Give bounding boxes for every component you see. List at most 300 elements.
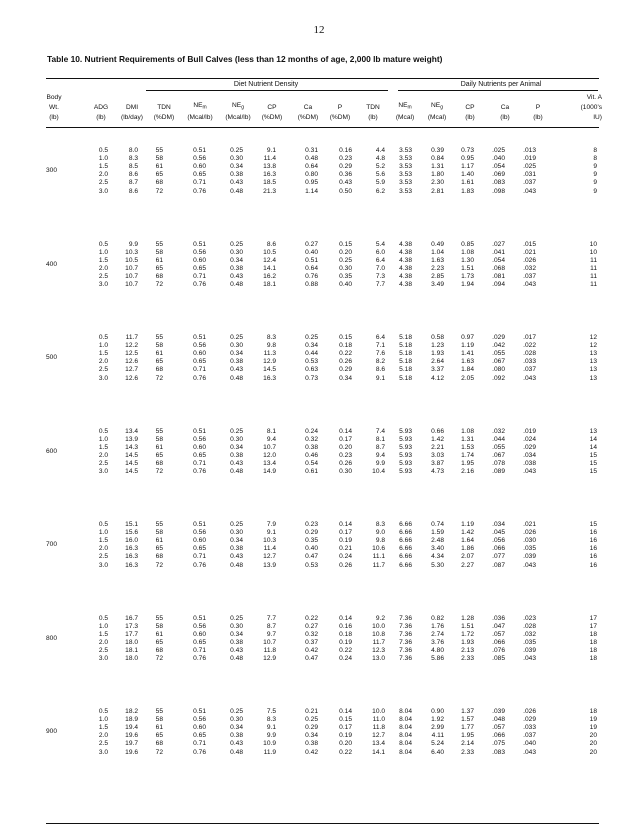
cell-adg: 2.0 xyxy=(98,451,108,459)
cell-adg: 2.0 xyxy=(98,638,108,646)
cell-adg: 1.0 xyxy=(98,622,108,630)
cell-tdn-lb: 6.2 xyxy=(375,187,385,195)
cell-neg-density: 0.30 xyxy=(230,248,243,256)
cell-nem-mcal: 7.36 xyxy=(399,646,412,654)
cell-nem-mcal: 7.36 xyxy=(399,655,412,662)
header-neg-daily-unit: (Mcal) xyxy=(427,114,447,121)
cell-p-lb: .035 xyxy=(523,638,536,646)
cell-tdn-pct: 55 xyxy=(155,147,163,154)
cell-nem-mcal: 8.04 xyxy=(399,748,412,756)
cell-ca-pct: 0.80 xyxy=(305,171,318,179)
cell-ca-pct: 0.88 xyxy=(305,281,318,288)
cell-p-lb: .019 xyxy=(523,155,536,163)
cell-neg-density: 0.25 xyxy=(230,147,243,154)
cell-neg-mcal: 3.40 xyxy=(431,545,444,553)
cell-nem-density: 0.56 xyxy=(193,342,206,350)
header-ca: Ca xyxy=(303,104,313,111)
cell-dmi: 10.7 xyxy=(125,272,138,280)
cell-tdn-pct: 72 xyxy=(155,655,163,662)
cell-nem-mcal: 5.93 xyxy=(399,427,412,435)
cell-tdn-lb: 5.2 xyxy=(375,163,385,171)
cell-neg-mcal: 1.59 xyxy=(431,529,444,537)
cell-ca-pct: 0.32 xyxy=(305,630,318,638)
cell-ca-pct: 0.35 xyxy=(305,537,318,545)
cell-vit-a: 14 xyxy=(589,443,597,451)
cell-ca-pct: 0.54 xyxy=(305,459,318,467)
cell-ca-lb: .083 xyxy=(492,748,505,756)
body-weight-label: 900 xyxy=(46,728,58,736)
cell-tdn-lb: 10.4 xyxy=(372,468,385,475)
cell-tdn-pct: 65 xyxy=(155,732,163,740)
cell-cp-pct: 8.6 xyxy=(266,240,276,248)
cell-ca-pct: 0.38 xyxy=(305,740,318,748)
cell-nem-mcal: 4.38 xyxy=(399,272,412,280)
cell-ca-pct: 0.27 xyxy=(305,240,318,248)
cell-cp-pct: 9.9 xyxy=(266,732,276,740)
cell-neg-density: 0.38 xyxy=(230,358,243,366)
cell-ca-lb: .057 xyxy=(492,724,505,732)
cell-tdn-pct: 72 xyxy=(155,561,163,569)
cell-adg: 1.0 xyxy=(98,248,108,256)
header-p: P xyxy=(337,104,343,111)
cell-adg: 3.0 xyxy=(98,748,108,756)
cell-ca-lb: .092 xyxy=(492,374,505,382)
cell-ca-pct: 0.22 xyxy=(305,614,318,622)
cell-p-pct: 0.20 xyxy=(339,443,352,451)
cell-neg-mcal: 5.86 xyxy=(431,655,444,662)
cell-cp-pct: 8.3 xyxy=(266,716,276,724)
cell-tdn-lb: 12.3 xyxy=(372,646,385,654)
cell-nem-mcal: 5.93 xyxy=(399,435,412,443)
cell-nem-density: 0.51 xyxy=(193,521,206,528)
cell-cp-lb: 1.61 xyxy=(461,179,474,187)
cell-cp-lb: 2.16 xyxy=(461,468,474,475)
header-tdn-daily-unit: (lb) xyxy=(368,114,378,121)
cell-p-pct: 0.15 xyxy=(339,240,352,248)
cell-cp-pct: 14.9 xyxy=(263,468,276,475)
cell-nem-mcal: 5.18 xyxy=(399,350,412,358)
cell-p-lb: .013 xyxy=(523,147,536,154)
cell-cp-pct: 14.5 xyxy=(263,366,276,374)
cell-vit-a: 15 xyxy=(589,451,597,459)
cell-cp-lb: 0.73 xyxy=(461,147,474,154)
cell-nem-density: 0.60 xyxy=(193,443,206,451)
cell-nem-density: 0.65 xyxy=(193,358,206,366)
cell-ca-lb: .067 xyxy=(492,358,505,366)
cell-neg-mcal: 5.24 xyxy=(431,740,444,748)
cell-tdn-lb: 9.2 xyxy=(375,614,385,622)
cell-p-pct: 0.23 xyxy=(339,451,352,459)
cell-tdn-pct: 58 xyxy=(155,435,163,443)
cell-vit-a: 8 xyxy=(593,147,597,154)
cell-dmi: 12.7 xyxy=(125,366,138,374)
cell-cp-pct: 7.7 xyxy=(266,614,276,622)
cell-adg: 2.0 xyxy=(98,732,108,740)
cell-p-lb: .029 xyxy=(523,443,536,451)
cell-cp-lb: 1.19 xyxy=(461,342,474,350)
cell-p-pct: 0.20 xyxy=(339,740,352,748)
cell-dmi: 17.7 xyxy=(125,630,138,638)
cell-dmi: 12.6 xyxy=(125,374,138,382)
cell-ca-lb: .034 xyxy=(492,521,505,528)
cell-dmi: 10.7 xyxy=(125,281,138,288)
bottom-rule xyxy=(46,823,599,824)
cell-tdn-lb: 6.4 xyxy=(375,334,385,341)
cell-nem-mcal: 3.53 xyxy=(399,155,412,163)
header-adg-unit: (lb) xyxy=(96,114,106,121)
cell-ca-pct: 0.53 xyxy=(305,358,318,366)
cell-neg-mcal: 1.92 xyxy=(431,716,444,724)
cell-cp-pct: 11.8 xyxy=(263,646,276,654)
cell-ca-lb: .054 xyxy=(492,163,505,171)
cell-ca-lb: .025 xyxy=(492,147,505,154)
cell-nem-density: 0.60 xyxy=(193,163,206,171)
cell-neg-density: 0.30 xyxy=(230,155,243,163)
cell-p-pct: 0.23 xyxy=(339,155,352,163)
cell-adg: 1.5 xyxy=(98,350,108,358)
cell-nem-mcal: 7.36 xyxy=(399,638,412,646)
cell-nem-mcal: 5.93 xyxy=(399,443,412,451)
cell-nem-mcal: 7.36 xyxy=(399,630,412,638)
header-p-daily: P xyxy=(535,104,541,111)
cell-neg-mcal: 0.74 xyxy=(431,521,444,528)
cell-adg: 2.5 xyxy=(98,179,108,187)
cell-vit-a: 10 xyxy=(589,240,597,248)
cell-dmi: 12.2 xyxy=(125,342,138,350)
cell-cp-lb: 1.94 xyxy=(461,281,474,288)
cell-ca-lb: .055 xyxy=(492,350,505,358)
cell-adg: 0.5 xyxy=(98,708,108,715)
cell-vit-a: 16 xyxy=(589,545,597,553)
cell-cp-lb: 2.05 xyxy=(461,374,474,382)
cell-ca-lb: .080 xyxy=(492,366,505,374)
cell-neg-density: 0.43 xyxy=(230,646,243,654)
cell-nem-density: 0.65 xyxy=(193,451,206,459)
header-body: Body xyxy=(46,94,62,101)
cell-cp-pct: 11.3 xyxy=(263,350,276,358)
cell-tdn-pct: 55 xyxy=(155,708,163,715)
cell-ca-lb: .087 xyxy=(492,561,505,569)
cell-p-pct: 0.29 xyxy=(339,366,352,374)
cell-vit-a: 18 xyxy=(589,708,597,715)
cell-tdn-lb: 5.4 xyxy=(375,240,385,248)
cell-dmi: 18.1 xyxy=(125,646,138,654)
cell-ca-lb: .040 xyxy=(492,155,505,163)
cell-cp-pct: 10.9 xyxy=(263,740,276,748)
cell-tdn-lb: 8.1 xyxy=(375,435,385,443)
cell-neg-density: 0.43 xyxy=(230,179,243,187)
cell-dmi: 14.5 xyxy=(125,459,138,467)
cell-cp-lb: 1.74 xyxy=(461,451,474,459)
cell-neg-density: 0.25 xyxy=(230,240,243,248)
cell-nem-density: 0.65 xyxy=(193,732,206,740)
cell-tdn-pct: 65 xyxy=(155,358,163,366)
header-tdn: TDN xyxy=(157,104,171,111)
body-weight-label: 700 xyxy=(46,541,58,549)
cell-ca-pct: 0.37 xyxy=(305,638,318,646)
cell-p-pct: 0.26 xyxy=(339,459,352,467)
cell-neg-density: 0.48 xyxy=(230,187,243,195)
cell-ca-lb: .036 xyxy=(492,614,505,622)
cell-tdn-lb: 10.6 xyxy=(372,545,385,553)
cell-cp-lb: 1.41 xyxy=(461,350,474,358)
cell-nem-density: 0.71 xyxy=(193,459,206,467)
cell-p-lb: .033 xyxy=(523,358,536,366)
cell-ca-pct: 0.40 xyxy=(305,248,318,256)
cell-tdn-pct: 55 xyxy=(155,521,163,528)
cell-tdn-lb: 11.1 xyxy=(372,553,385,561)
cell-dmi: 15.1 xyxy=(125,521,138,528)
cell-ca-pct: 0.34 xyxy=(305,342,318,350)
header-ne-text: NE xyxy=(193,102,203,109)
cell-nem-mcal: 7.36 xyxy=(399,614,412,622)
cell-tdn-lb: 10.0 xyxy=(372,622,385,630)
cell-p-pct: 0.17 xyxy=(339,529,352,537)
cell-dmi: 16.3 xyxy=(125,561,138,569)
cell-p-lb: .015 xyxy=(523,240,536,248)
cell-ca-lb: .041 xyxy=(492,248,505,256)
header-dmi: DMI xyxy=(125,104,139,111)
cell-neg-density: 0.30 xyxy=(230,622,243,630)
cell-p-lb: .017 xyxy=(523,334,536,341)
cell-nem-density: 0.60 xyxy=(193,537,206,545)
cell-tdn-pct: 61 xyxy=(155,163,163,171)
cell-cp-lb: 2.33 xyxy=(461,748,474,756)
cell-ca-pct: 0.34 xyxy=(305,732,318,740)
cell-cp-pct: 9.7 xyxy=(266,630,276,638)
cell-tdn-lb: 7.7 xyxy=(375,281,385,288)
cell-neg-mcal: 1.76 xyxy=(431,622,444,630)
cell-neg-mcal: 3.87 xyxy=(431,459,444,467)
cell-p-pct: 0.21 xyxy=(339,545,352,553)
cell-adg: 3.0 xyxy=(98,187,108,195)
cell-p-pct: 0.17 xyxy=(339,435,352,443)
cell-ca-lb: .056 xyxy=(492,537,505,545)
body-weight-label: 300 xyxy=(46,167,58,175)
cell-nem-mcal: 6.66 xyxy=(399,553,412,561)
cell-cp-pct: 10.7 xyxy=(263,443,276,451)
cell-ca-lb: .098 xyxy=(492,187,505,195)
body-weight-label: 600 xyxy=(46,447,58,455)
cell-neg-mcal: 4.80 xyxy=(431,646,444,654)
cell-tdn-pct: 68 xyxy=(155,740,163,748)
cell-neg-mcal: 0.49 xyxy=(431,240,444,248)
cell-neg-mcal: 3.49 xyxy=(431,281,444,288)
cell-ca-pct: 0.42 xyxy=(305,748,318,756)
cell-neg-density: 0.43 xyxy=(230,459,243,467)
cell-tdn-lb: 9.0 xyxy=(375,529,385,537)
cell-ca-lb: .039 xyxy=(492,708,505,715)
cell-cp-pct: 11.4 xyxy=(263,155,276,163)
cell-vit-a: 13 xyxy=(589,358,597,366)
cell-nem-density: 0.56 xyxy=(193,435,206,443)
cell-tdn-lb: 5.9 xyxy=(375,179,385,187)
cell-nem-density: 0.71 xyxy=(193,646,206,654)
cell-p-lb: .023 xyxy=(523,614,536,622)
header-lb: (lb) xyxy=(49,114,59,121)
cell-adg: 3.0 xyxy=(98,655,108,662)
cell-neg-mcal: 1.04 xyxy=(431,248,444,256)
cell-p-lb: .031 xyxy=(523,171,536,179)
cell-cp-lb: 1.95 xyxy=(461,732,474,740)
cell-ca-pct: 0.24 xyxy=(305,427,318,435)
cell-cp-lb: 2.33 xyxy=(461,655,474,662)
cell-neg-mcal: 4.12 xyxy=(431,374,444,382)
cell-cp-lb: 1.31 xyxy=(461,435,474,443)
cell-ca-lb: .069 xyxy=(492,171,505,179)
cell-ca-pct: 0.29 xyxy=(305,529,318,537)
cell-cp-lb: 1.53 xyxy=(461,443,474,451)
header-sub-m: m xyxy=(407,104,412,111)
cell-ca-pct: 0.27 xyxy=(305,622,318,630)
cell-dmi: 18.2 xyxy=(125,708,138,715)
cell-cp-lb: 1.28 xyxy=(461,614,474,622)
cell-dmi: 14.5 xyxy=(125,451,138,459)
cell-cp-lb: 0.85 xyxy=(461,240,474,248)
cell-ca-pct: 0.73 xyxy=(305,374,318,382)
cell-nem-density: 0.76 xyxy=(193,281,206,288)
cell-dmi: 12.6 xyxy=(125,358,138,366)
cell-neg-mcal: 1.42 xyxy=(431,435,444,443)
cell-p-pct: 0.34 xyxy=(339,374,352,382)
table-caption: Table 10. Nutrient Requirements of Bull Calves (less than 12 months of age, 2,000 lb mature weight) xyxy=(47,54,443,64)
cell-ca-pct: 0.25 xyxy=(305,334,318,341)
cell-p-pct: 0.18 xyxy=(339,630,352,638)
cell-nem-density: 0.71 xyxy=(193,740,206,748)
cell-dmi: 16.0 xyxy=(125,537,138,545)
cell-nem-mcal: 4.38 xyxy=(399,256,412,264)
cell-p-lb: .021 xyxy=(523,521,536,528)
cell-tdn-pct: 55 xyxy=(155,240,163,248)
cell-p-pct: 0.19 xyxy=(339,638,352,646)
cell-nem-density: 0.60 xyxy=(193,724,206,732)
cell-tdn-lb: 8.7 xyxy=(375,443,385,451)
cell-p-lb: .043 xyxy=(523,468,536,475)
cell-ca-lb: .066 xyxy=(492,545,505,553)
cell-vit-a: 13 xyxy=(589,427,597,435)
header-sub-g: g xyxy=(241,104,244,111)
cell-nem-mcal: 3.53 xyxy=(399,171,412,179)
header-p-unit: (%DM) xyxy=(329,114,351,121)
cell-cp-pct: 11.4 xyxy=(263,545,276,553)
cell-vit-a: 19 xyxy=(589,724,597,732)
cell-nem-mcal: 3.53 xyxy=(399,187,412,195)
cell-tdn-pct: 55 xyxy=(155,614,163,622)
cell-tdn-lb: 10.8 xyxy=(372,630,385,638)
cell-neg-mcal: 0.39 xyxy=(431,147,444,154)
cell-p-lb: .037 xyxy=(523,366,536,374)
cell-nem-density: 0.56 xyxy=(193,716,206,724)
cell-p-lb: .022 xyxy=(523,342,536,350)
cell-tdn-lb: 7.1 xyxy=(375,342,385,350)
cell-vit-a: 18 xyxy=(589,630,597,638)
cell-ca-pct: 0.64 xyxy=(305,264,318,272)
cell-nem-density: 0.76 xyxy=(193,561,206,569)
cell-p-lb: .034 xyxy=(523,451,536,459)
cell-tdn-lb: 11.8 xyxy=(372,724,385,732)
cell-cp-lb: 1.64 xyxy=(461,537,474,545)
page-number: 12 xyxy=(313,24,325,36)
cell-cp-lb: 1.84 xyxy=(461,366,474,374)
cell-neg-density: 0.30 xyxy=(230,435,243,443)
header-ca-daily-unit: (lb) xyxy=(500,114,510,121)
cell-nem-mcal: 5.93 xyxy=(399,459,412,467)
cell-cp-pct: 13.8 xyxy=(263,163,276,171)
cell-neg-mcal: 0.66 xyxy=(431,427,444,435)
cell-p-lb: .037 xyxy=(523,272,536,280)
cell-adg: 2.5 xyxy=(98,646,108,654)
cell-p-lb: .026 xyxy=(523,529,536,537)
cell-cp-pct: 9.1 xyxy=(266,724,276,732)
cell-vit-a: 17 xyxy=(589,614,597,622)
cell-ca-pct: 0.23 xyxy=(305,521,318,528)
cell-tdn-lb: 7.4 xyxy=(375,427,385,435)
cell-vit-a: 20 xyxy=(589,748,597,756)
cell-ca-lb: .076 xyxy=(492,646,505,654)
cell-dmi: 10.3 xyxy=(125,248,138,256)
cell-neg-mcal: 3.03 xyxy=(431,451,444,459)
cell-tdn-pct: 55 xyxy=(155,427,163,435)
cell-cp-lb: 1.51 xyxy=(461,264,474,272)
cell-tdn-pct: 61 xyxy=(155,630,163,638)
cell-vit-a: 11 xyxy=(590,264,597,272)
cell-nem-mcal: 3.53 xyxy=(399,163,412,171)
cell-p-pct: 0.16 xyxy=(339,622,352,630)
header-sub-g: g xyxy=(440,104,443,111)
cell-neg-density: 0.38 xyxy=(230,451,243,459)
cell-tdn-lb: 7.0 xyxy=(375,264,385,272)
cell-tdn-lb: 12.7 xyxy=(372,732,385,740)
cell-p-lb: .028 xyxy=(523,622,536,630)
cell-cp-lb: 1.19 xyxy=(461,521,474,528)
cell-nem-mcal: 8.04 xyxy=(399,724,412,732)
cell-nem-mcal: 6.66 xyxy=(399,545,412,553)
cell-dmi: 8.0 xyxy=(128,147,138,154)
cell-ca-lb: .066 xyxy=(492,732,505,740)
cell-adg: 0.5 xyxy=(98,521,108,528)
cell-p-pct: 0.36 xyxy=(339,171,352,179)
cell-tdn-lb: 8.3 xyxy=(375,521,385,528)
cell-neg-mcal: 0.58 xyxy=(431,334,444,341)
cell-neg-mcal: 2.64 xyxy=(431,358,444,366)
cell-nem-mcal: 6.66 xyxy=(399,529,412,537)
cell-tdn-pct: 65 xyxy=(155,545,163,553)
cell-cp-lb: 1.51 xyxy=(461,622,474,630)
header-cp-daily: CP xyxy=(465,104,475,111)
cell-p-pct: 0.22 xyxy=(339,350,352,358)
cell-vit-a: 16 xyxy=(589,529,597,537)
cell-adg: 1.0 xyxy=(98,529,108,537)
cell-dmi: 11.7 xyxy=(125,334,138,341)
cell-nem-mcal: 8.04 xyxy=(399,708,412,715)
cell-nem-mcal: 4.38 xyxy=(399,240,412,248)
cell-p-pct: 0.14 xyxy=(339,614,352,622)
cell-adg: 2.5 xyxy=(98,366,108,374)
cell-nem-mcal: 6.66 xyxy=(399,561,412,569)
cell-p-pct: 0.14 xyxy=(339,521,352,528)
cell-p-pct: 0.50 xyxy=(339,187,352,195)
cell-p-pct: 0.19 xyxy=(339,732,352,740)
cell-cp-pct: 12.7 xyxy=(263,553,276,561)
cell-dmi: 14.5 xyxy=(125,468,138,475)
cell-adg: 2.0 xyxy=(98,545,108,553)
cell-adg: 0.5 xyxy=(98,614,108,622)
cell-cp-lb: 1.42 xyxy=(461,529,474,537)
cell-neg-mcal: 2.74 xyxy=(431,630,444,638)
cell-p-lb: .025 xyxy=(523,163,536,171)
cell-vit-a: 9 xyxy=(593,171,597,179)
cell-vit-a: 11 xyxy=(590,256,597,264)
